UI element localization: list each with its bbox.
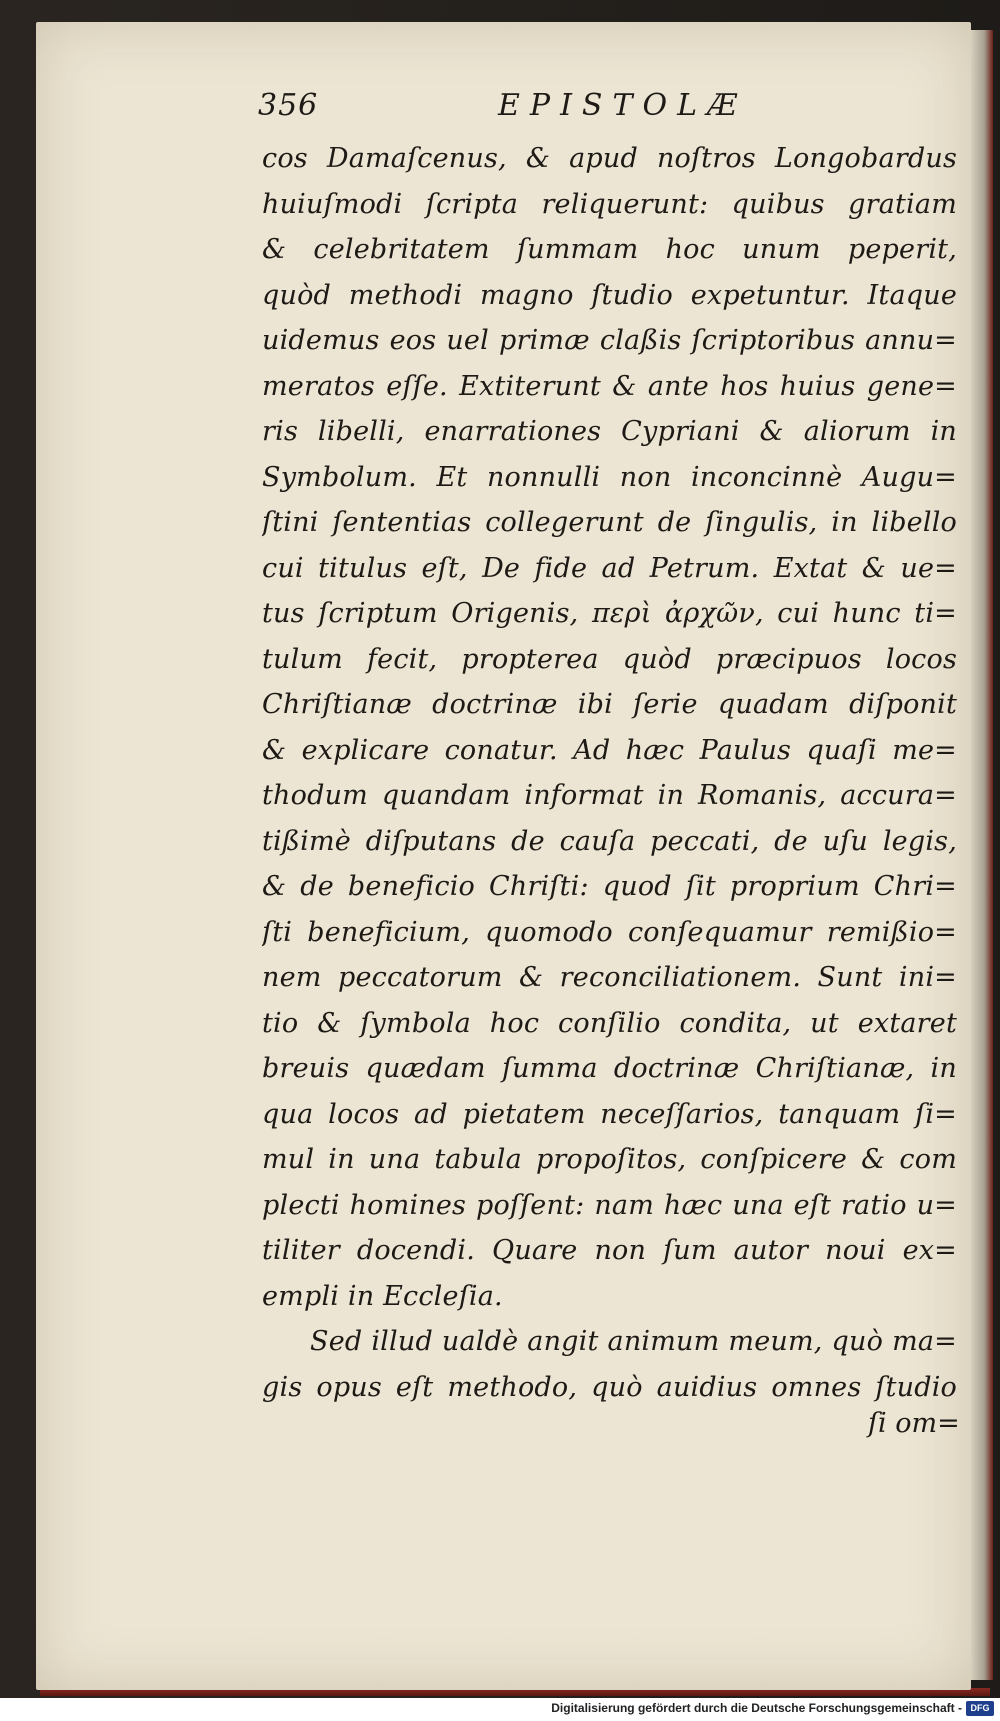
text-line: ris libelli, enarrationes Cypriani & aliorum in bbox=[262, 416, 957, 447]
text-line: thodum quandam informat in Romanis, accura= bbox=[262, 780, 957, 811]
text-line: tißimè diſputans de cauſa peccati, de uſu legis, bbox=[262, 825, 957, 857]
catchword: ſi om= bbox=[868, 1408, 960, 1439]
text-line: huiuſmodi ſcripta reliquerunt: quibus gratiam bbox=[262, 188, 957, 220]
text-line: Chriſtianæ doctrinæ ibi ſerie quadam diſponit bbox=[262, 689, 957, 720]
running-head: EPISTOLÆ bbox=[498, 88, 748, 123]
text-line: cui titulus eſt, De fide ad Petrum. Extat & ue= bbox=[262, 552, 957, 584]
text-line: nem peccatorum & reconciliationem. Sunt ini= bbox=[262, 962, 957, 993]
text-line: ſti beneficium, quomodo conſequamur remißio= bbox=[262, 916, 957, 948]
page-edge-right bbox=[971, 30, 993, 1680]
text-line: & de beneficio Chriſti: quod ſit proprium Chri= bbox=[262, 871, 957, 902]
page-header bbox=[258, 88, 958, 132]
text-line: & celebritatem ſummam hoc unum peperit, bbox=[262, 234, 957, 265]
text-line-paragraph-end: empli in Eccleſia. bbox=[262, 1280, 503, 1312]
text-line: tus ſcriptum Origenis, περὶ ἀρχῶν, cui hunc ti= bbox=[262, 598, 957, 629]
text-line: breuis quædam ſumma doctrinæ Chriſtianæ, in bbox=[262, 1053, 957, 1084]
footer-bar bbox=[0, 1698, 1000, 1721]
page-number: 356 bbox=[258, 88, 319, 123]
text-line: quòd methodi magno ſtudio expetuntur. Itaque bbox=[262, 279, 957, 311]
text-block bbox=[262, 136, 957, 1410]
text-line: gis opus eſt methodo, quò auidius omnes ſtudio bbox=[262, 1371, 957, 1403]
text-line: tio & ſymbola hoc conſilio condita, ut extaret bbox=[262, 1007, 957, 1039]
text-line: tiliter docendi. Quare non ſum autor noui ex= bbox=[262, 1235, 957, 1266]
text-line: Symbolum. Et nonnulli non inconcinnè Augu= bbox=[262, 461, 957, 493]
footer-credit: Digitalisierung gefördert durch die Deutsche Forschungsgemeinschaft - bbox=[551, 1701, 962, 1715]
text-line: meratos eſſe. Extiterunt & ante hos huius gene= bbox=[262, 370, 957, 402]
text-line: plecti homines poſſent: nam hæc una eſt ratio u= bbox=[262, 1189, 957, 1221]
text-line: ſtini ſententias collegerunt de ſingulis, in libello bbox=[262, 507, 957, 538]
dfg-logo: DFG bbox=[966, 1701, 994, 1716]
text-line: uidemus eos uel primæ claßis ſcriptoribus annu= bbox=[262, 325, 957, 356]
text-line: tulum fecit, propterea quòd præcipuos locos bbox=[262, 643, 957, 675]
text-line: mul in una tabula propoſitos, conſpicere & com bbox=[262, 1144, 957, 1175]
text-line-paragraph-start: Sed illud ualdè angit animum meum, quò ma= bbox=[310, 1326, 957, 1357]
text-line: cos Damaſcenus, & apud noſtros Longobardus bbox=[262, 143, 957, 174]
text-line: & explicare conatur. Ad hæc Paulus quaſi me= bbox=[262, 734, 957, 766]
text-line: qua locos ad pietatem neceſſarios, tanquam ſi= bbox=[262, 1098, 957, 1130]
